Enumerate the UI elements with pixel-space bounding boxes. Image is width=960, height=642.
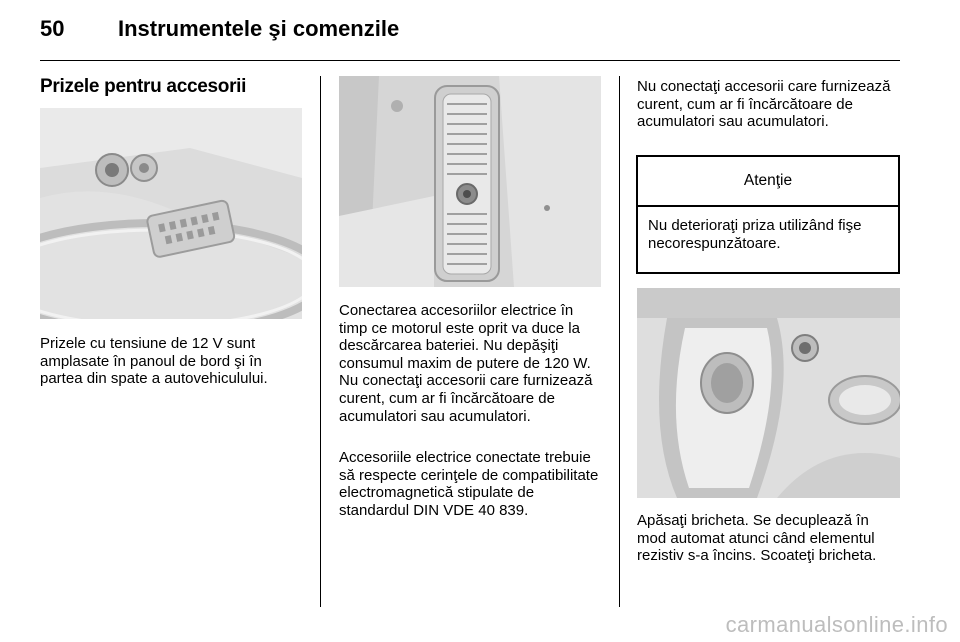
- section-heading-accessory-sockets: Prizele pentru accesorii: [40, 76, 247, 97]
- column-divider-right: [619, 76, 620, 607]
- dashboard-socket-photo: [40, 108, 302, 319]
- caution-text: Nu deterioraţi priza utilizând fişe necorespunzătoare.: [648, 217, 862, 252]
- caution-title: Atenţie: [638, 157, 898, 207]
- no-chargers-paragraph: Nu conectaţi accesorii care furnizează curent, cum ar fi încărcătoare de acumulatori sau acumulatori.: [637, 78, 891, 131]
- lighter-instructions: Apăsaţi bricheta. Se decuplează în mod automat atunci când elementul rezistiv s-a încins. Scoateţi bricheta.: [637, 512, 877, 565]
- lighter-photo: [637, 288, 900, 498]
- header-rule: [40, 60, 900, 61]
- caution-box: [636, 155, 900, 274]
- sockets-description: Prizele cu tensiune de 12 V sunt amplasate în panoul de bord şi în partea din spate a autovehiculului.: [40, 335, 268, 388]
- rear-socket-photo: [339, 76, 601, 287]
- column-divider-left: [320, 76, 321, 607]
- watermark: carmanualsonline.info: [725, 612, 948, 637]
- warning-paragraph: Conectarea accesoriilor electrice în timp ce motorul este oprit va duce la descărcarea bateriei. Nu depăşiţi consumul maxim de putere de 120 W. Nu conectaţi accesorii care furnizează curent, cum ar fi încărcătoare de acumulatori sau acumulatori.: [339, 302, 593, 425]
- emc-paragraph: Accesoriile electrice conectate trebuie să respecte cerinţele de compatibilitate electromagnetică stipulate de standardul DIN VDE 40 839.: [339, 449, 599, 519]
- chapter-title: Instrumentele şi comenzile: [118, 16, 400, 41]
- page-number: 50: [40, 16, 65, 41]
